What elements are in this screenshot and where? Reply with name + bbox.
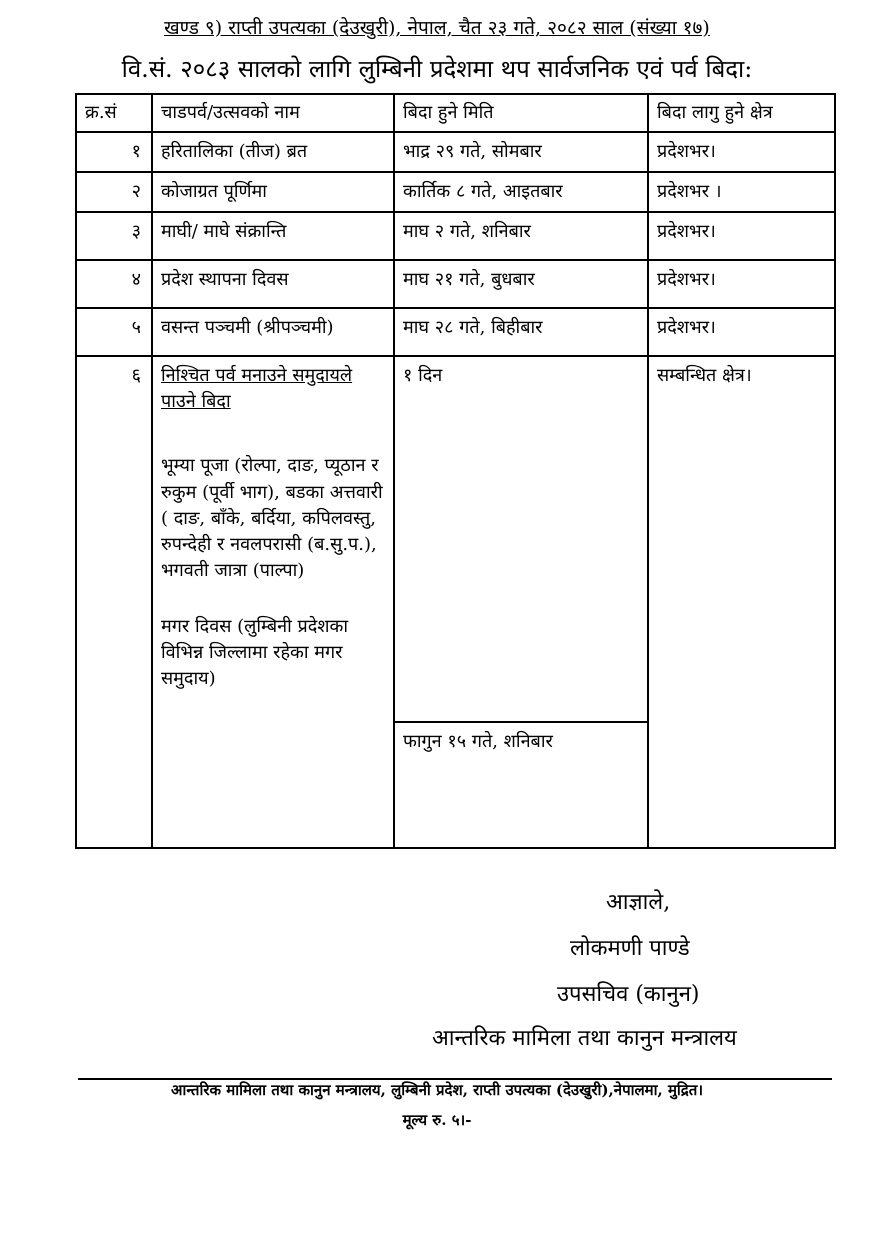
row-date: माघ २८ गते, बिहीबार [394, 308, 648, 356]
signature-name: लोकमणी पाण्डे [570, 936, 690, 961]
row-serial: ३ [76, 212, 152, 260]
row-festival: हरितालिका (तीज) ब्रत [152, 132, 394, 172]
col-header-area: बिदा लागु हुने क्षेत्र [648, 94, 835, 132]
row-festival: वसन्त पञ्चमी (श्रीपञ्चमी) [152, 308, 394, 356]
table-row [76, 308, 835, 356]
row-date: माघ २१ गते, बुधबार [394, 260, 648, 308]
row-serial: १ [76, 132, 152, 172]
signature-ministry: आन्तरिक मामिला तथा कानुन मन्त्रालय [432, 1026, 737, 1051]
community-holiday-heading: निश्चित पर्व मनाउने समुदायले पाउने बिदा [161, 365, 353, 413]
row-festival [152, 356, 394, 848]
row-date [394, 356, 648, 848]
holiday-table [75, 93, 836, 849]
row-festival: कोजाग्रत पूर्णिमा [152, 172, 394, 212]
row-serial: २ [76, 172, 152, 212]
row-festival: माघी/ माघे संक्रान्ति [152, 212, 394, 260]
col-header-date: बिदा हुने मिति [394, 94, 648, 132]
row-serial: ४ [76, 260, 152, 308]
footer-price: मूल्य रु. ५।- [402, 1111, 472, 1129]
col-header-serial: क्र.सं [76, 94, 152, 132]
row-date-1: १ दिन [395, 357, 647, 723]
table-row-community [76, 356, 835, 848]
row-area: प्रदेशभर। [648, 260, 835, 308]
row-date: कार्तिक ८ गते, आइतबार [394, 172, 648, 212]
row-date-2: फागुन १५ गते, शनिबार [403, 731, 553, 753]
community-holiday-item-magar: मगर दिवस (लुम्बिनी प्रदेशका विभिन्न जिल्लामा रहेका मगर समुदाय) [161, 615, 349, 690]
row-festival: प्रदेश स्थापना दिवस [152, 260, 394, 308]
col-header-festival: चाडपर्व/उत्सवको नाम [152, 94, 394, 132]
page-title: वि.सं. २०८३ सालको लागि लुम्बिनी प्रदेशमा थप सार्वजनिक एवं पर्व बिदा: [121, 55, 753, 83]
row-area: प्रदेशभर। [648, 308, 835, 356]
table-row [76, 212, 835, 260]
table-row [76, 172, 835, 212]
row-area: प्रदेशभर। [648, 132, 835, 172]
signature-order: आज्ञाले, [606, 890, 671, 915]
row-area: सम्बन्धित क्षेत्र। [648, 356, 835, 848]
row-serial: ५ [76, 308, 152, 356]
table-row [76, 260, 835, 308]
row-area: प्रदेशभर । [648, 172, 835, 212]
footer-publisher: आन्तरिक मामिला तथा कानुन मन्त्रालय, लुम्बिनी प्रदेश, राप्ती उपत्यका (देउखुरी),नेपालमा, मुद्रित। [170, 1081, 704, 1099]
row-serial: ६ [76, 356, 152, 848]
table-row [76, 132, 835, 172]
gazette-header: खण्ड ९) राप्ती उपत्यका (देउखुरी), नेपाल, चैत २३ गते, २०८२ साल (संख्या १७) [164, 17, 710, 39]
row-date: भाद्र २९ गते, सोमबार [394, 132, 648, 172]
table-header-row [76, 94, 835, 132]
community-holiday-item-bhumya: भूम्या पूजा (रोल्पा, दाङ, प्यूठान र रुकुम (पूर्वी भाग), बडका अत्तवारी ( दाङ, बाँके, बर्दिया, कपिलवस्तु, रुपन्देही र नवलपरासी (ब.सु.प.), भगवती जात्रा (पाल्पा) [161, 455, 383, 581]
row-area: प्रदेशभर। [648, 212, 835, 260]
row-date: माघ २ गते, शनिबार [394, 212, 648, 260]
signature-designation: उपसचिव (कानुन) [557, 982, 700, 1007]
